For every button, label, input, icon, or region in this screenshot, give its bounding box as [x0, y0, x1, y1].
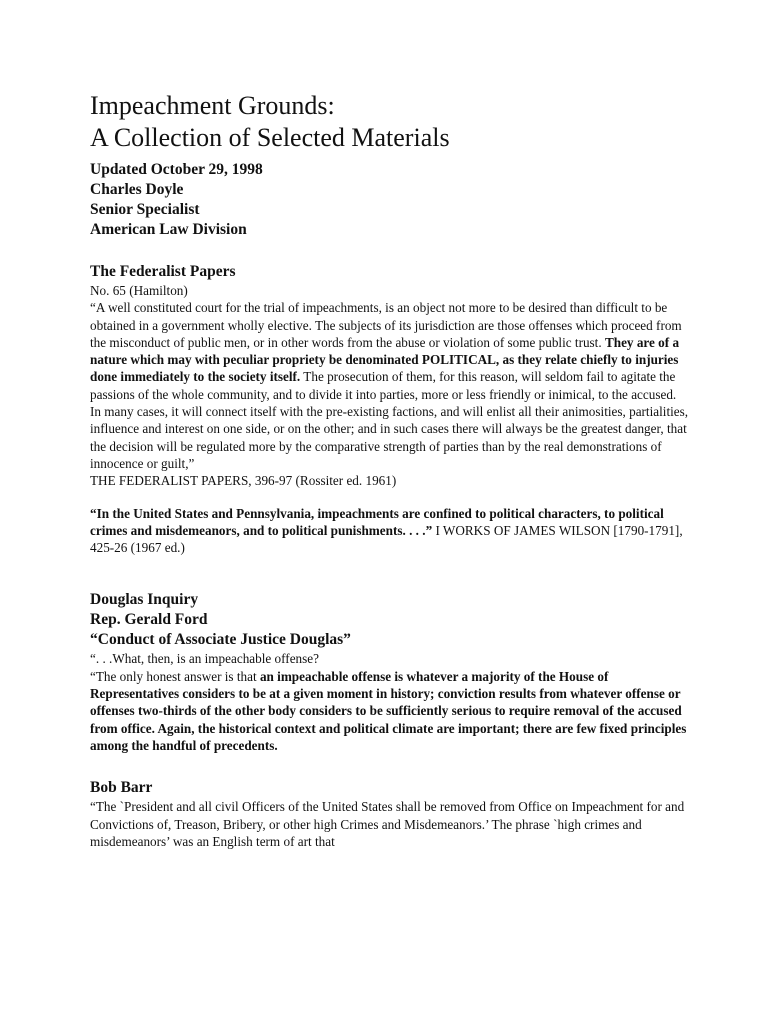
division-name: American Law Division — [90, 221, 247, 238]
title-line-1: Impeachment Grounds: — [90, 91, 335, 120]
douglas-section — [90, 590, 690, 754]
federalist-section — [90, 262, 690, 490]
federalist-citation: THE FEDERALIST PAPERS, 396-97 (Rossiter ed. 1961) — [90, 473, 397, 489]
document-meta — [90, 160, 690, 240]
title-line-2: A Collection of Selected Materials — [90, 123, 450, 152]
douglas-line-1: “. . .What, then, is an impeachable offense? — [90, 651, 319, 667]
federalist-heading: The Federalist Papers — [90, 263, 236, 280]
document-title — [90, 90, 690, 154]
wilson-quote — [90, 505, 690, 557]
updated-date: Updated October 29, 1998 — [90, 161, 263, 178]
federalist-quote-part1: “A well constituted court for the trial of impeachments, is an object not more to be desired than difficult to be obtained in a government wholly elective. The subjects of its jurisdiction are those offenses which proceed from the misconduct of public men, or in other words from the abuse or violation of some public trust. — [90, 300, 682, 350]
douglas-line-2 — [90, 668, 690, 754]
barr-text: “The `President and all civil Officers of the United States shall be removed from Office on Impeachment for and Convictions of, Treason, Bribery, or other high Crimes and Misdemeanors.’ The phrase `high crimes and misdemeanors’ was an English term of art that — [90, 799, 685, 849]
document-page — [90, 90, 690, 850]
douglas-heading: Douglas Inquiry — [90, 591, 199, 609]
wilson-citation: I WORKS OF JAMES WILSON [1790-1791], 425-26 (1967 ed.) — [90, 522, 683, 556]
douglas-line-2-part1: “The only honest answer is that — [90, 668, 260, 684]
barr-heading: Bob Barr — [90, 779, 153, 797]
federalist-quote-bold: They are of a nature which may with peculiar propriety be denominated POLITICAL, as they relate chiefly to injuries done immediately to the society itself. — [90, 334, 680, 385]
author-name: Charles Doyle — [90, 181, 184, 198]
wilson-quote-bold: “In the United States and Pennsylvania, impeachments are confined to political characters, to political crimes and misdemeanors, and to political punishments. . . .” — [90, 505, 664, 538]
federalist-number: No. 65 (Hamilton) — [90, 283, 188, 298]
federalist-quote-part2: The prosecution of them, for this reason, will seldom fail to agitate the passions of the whole community, and to divide it into parties, more or less friendly or inimical, to the accused. In many cases, it will connect itself with the pre-existing factions, and will enlist all their animosities, partialities, influence and interest on one side, or on the other; and in such cases there will always be the greatest danger, that the decision will be regulated more by the comparative strength of parties than by the real demonstrations of innocence or guilt,” — [90, 369, 689, 471]
author-title: Senior Specialist — [90, 201, 200, 218]
douglas-subheading: Rep. Gerald Ford — [90, 611, 208, 629]
barr-section — [90, 778, 690, 850]
douglas-line-2-bold: an impeachable offense is whatever a majority of the House of Representatives considers to be at a given moment in history; conviction results from whatever offense or offenses two-thirds of the other body considers to be sufficiently serious to require removal of the accused from office. Again, the historical context and political climate are important; there are few fixed principles among the handful of precedents. — [90, 668, 687, 753]
wilson-section — [90, 505, 690, 557]
douglas-quote-title: “Conduct of Associate Justice Douglas” — [90, 631, 351, 649]
federalist-quote — [90, 299, 690, 472]
